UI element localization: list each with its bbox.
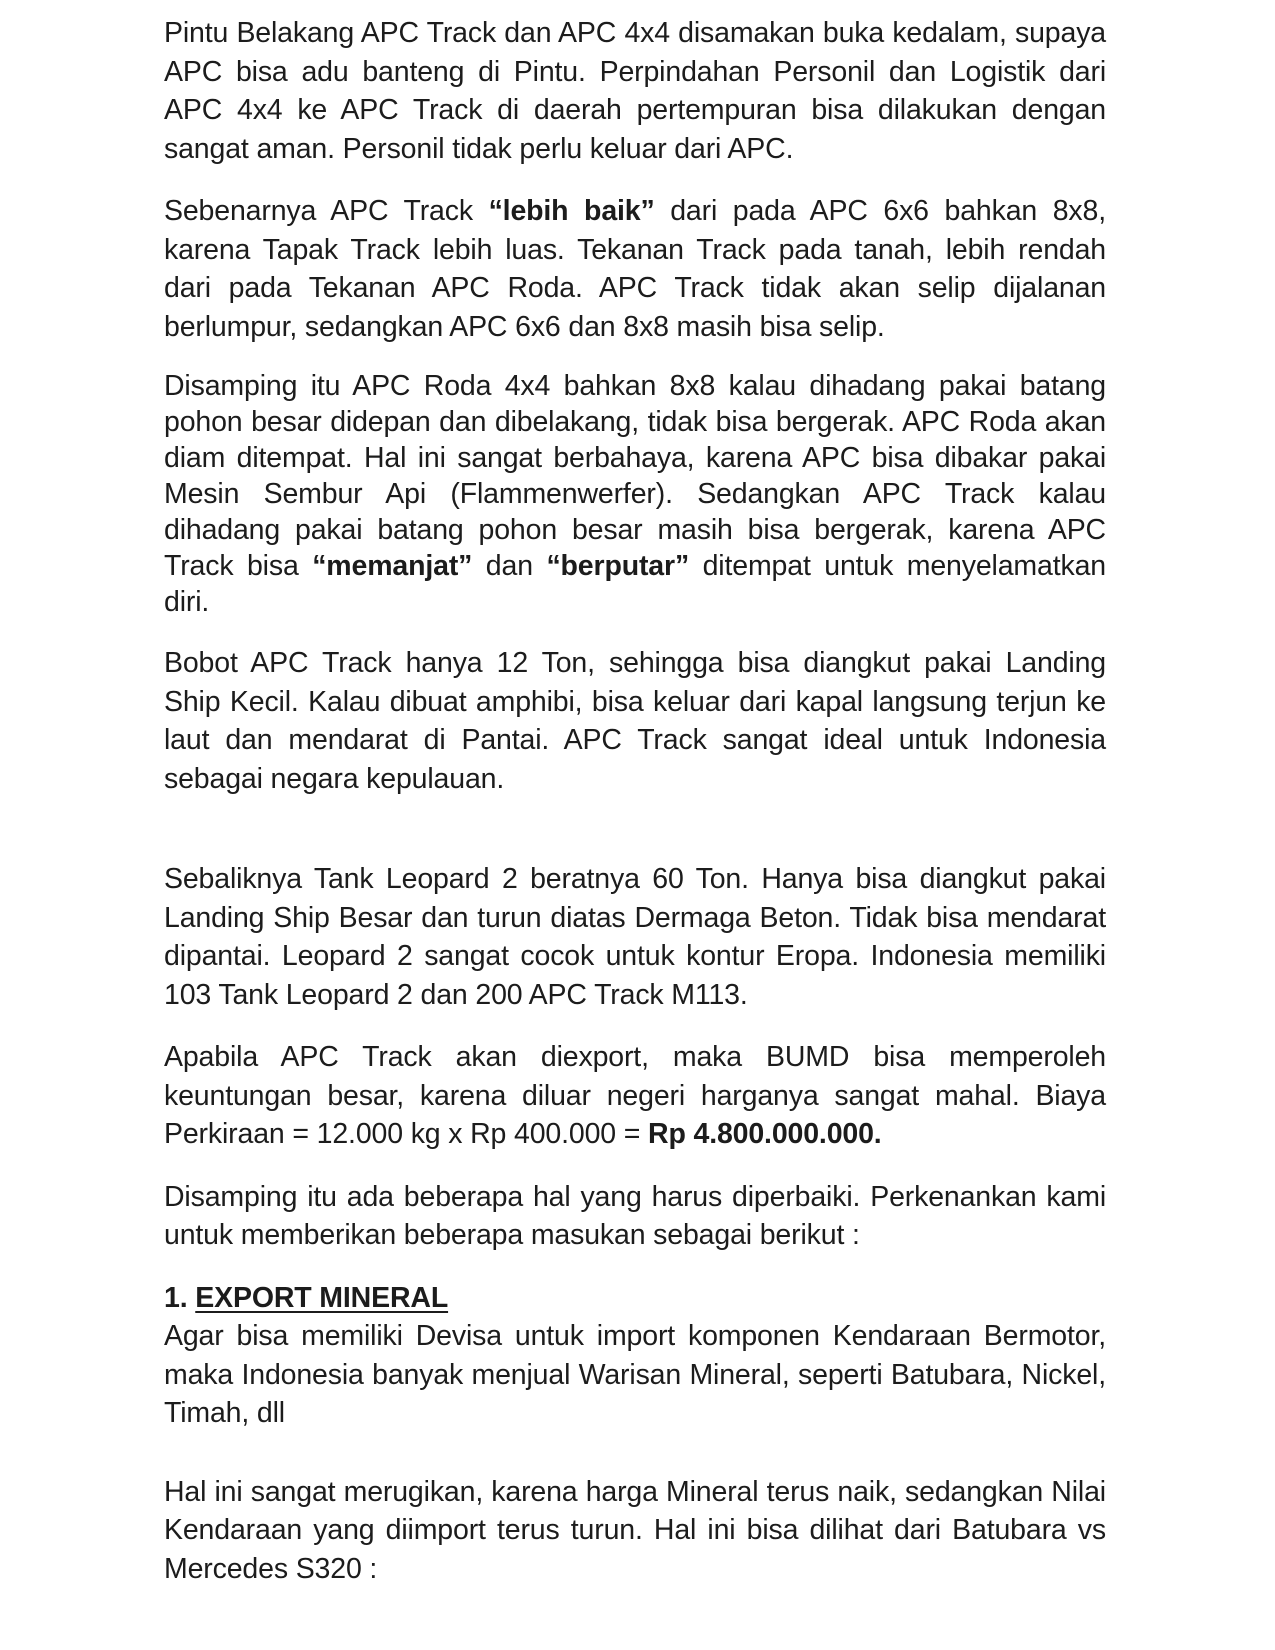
text-run: Sebaliknya Tank Leopard 2 beratnya 60 Ton. Hanya bisa diangkut pakai Landing Ship Besar dan turun diatas Dermaga Beton. Tidak bisa mendarat dipantai. Leopard 2 sangat cocok untuk kontur Eropa. Indonesia memiliki 103 Tank Leopard 2 dan 200 APC Track M113. [164,863,1106,1011]
paragraph-track-advantage [164,192,1106,346]
bold-text-run: “lebih baik” [488,195,655,227]
text-run: Disamping itu ada beberapa hal yang harus diperbaiki. Perkenankan kami untuk memberikan beberapa masukan sebagai berikut : [164,1180,1106,1251]
paragraph-rear-door [164,14,1106,168]
paragraph-weight [164,644,1106,798]
text-run: Agar bisa memiliki Devisa untuk import komponen Kendaraan Bermotor, maka Indonesia banyak menjual Warisan Mineral, seperti Batubara, Nickel, Timah, dll [164,1320,1106,1429]
bold-text-run: “memanjat” [312,550,473,582]
paragraph-mineral-loss [164,1473,1106,1589]
text-run: Pintu Belakang APC Track dan APC 4x4 disamakan buka kedalam, supaya APC bisa adu banteng di Pintu. Perpindahan Personil dan Logistik dari APC 4x4 ke APC Track di daerah pertempuran bisa dilakukan dengan sangat aman. Personil tidak perlu keluar dari APC. [164,17,1106,165]
bold-text-run: “berputar” [546,550,690,582]
text-run: Hal ini sangat merugikan, karena harga Mineral terus naik, sedangkan Nilai Kendaraan yang diimport terus turun. Hal ini bisa dilihat dari Batubara vs Mercedes S320 : [164,1475,1106,1585]
text-run: dari pada APC 6x6 bahkan 8x8, karena Tapak Track lebih luas. Tekanan Track pada tanah, lebih rendah dari pada Tekanan APC Roda. APC Track tidak akan selip dijalanan berlumpur, sedangkan APC 6x6 dan 8x8 masih bisa selip. [164,195,1106,343]
text-run: Apabila APC Track akan diexport, maka BUMD bisa memperoleh keuntungan besar, karena diluar negeri harganya sangat mahal. Biaya Perkiraan = 12.000 kg x Rp 400.000 = [164,1041,1106,1150]
section-number: 1. [164,1281,196,1314]
document-page [164,14,1106,1588]
paragraph-export-mineral [164,1317,1106,1433]
paragraph-wheel-vs-track [164,368,1106,620]
section-heading [164,1279,1106,1318]
text-run: Disamping itu APC Roda 4x4 bahkan 8x8 kalau dihadang pakai batang pohon besar didepan dan dibelakang, tidak bisa bergerak. APC Roda akan diam ditempat. Hal ini sangat berbahaya, karena APC bisa dibakar pakai Mesin Sembur Api (Flammenwerfer). Sedangkan APC Track kalau dihadang pakai batang pohon besar masih bisa bergerak, karena APC Track bisa [164,370,1106,582]
text-run: Sebenarnya APC Track [164,195,489,227]
text-run: ditempat untuk menyelamatkan diri. [164,550,1106,618]
text-run: dan [472,550,547,582]
text-run: Bobot APC Track hanya 12 Ton, sehingga bisa diangkut pakai Landing Ship Kecil. Kalau dibuat amphibi, bisa keluar dari kapal langsung terjun ke laut dan mendarat di Pantai. APC Track sangat ideal untuk Indonesia sebagai negara kepulauan. [164,647,1106,795]
bold-text-run: Rp 4.800.000.000. [648,1118,882,1150]
paragraph-export-cost [164,1038,1106,1154]
paragraph-leopard [164,860,1106,1014]
paragraph-improvements-intro [164,1178,1106,1255]
section-title: EXPORT MINERAL [195,1281,449,1314]
